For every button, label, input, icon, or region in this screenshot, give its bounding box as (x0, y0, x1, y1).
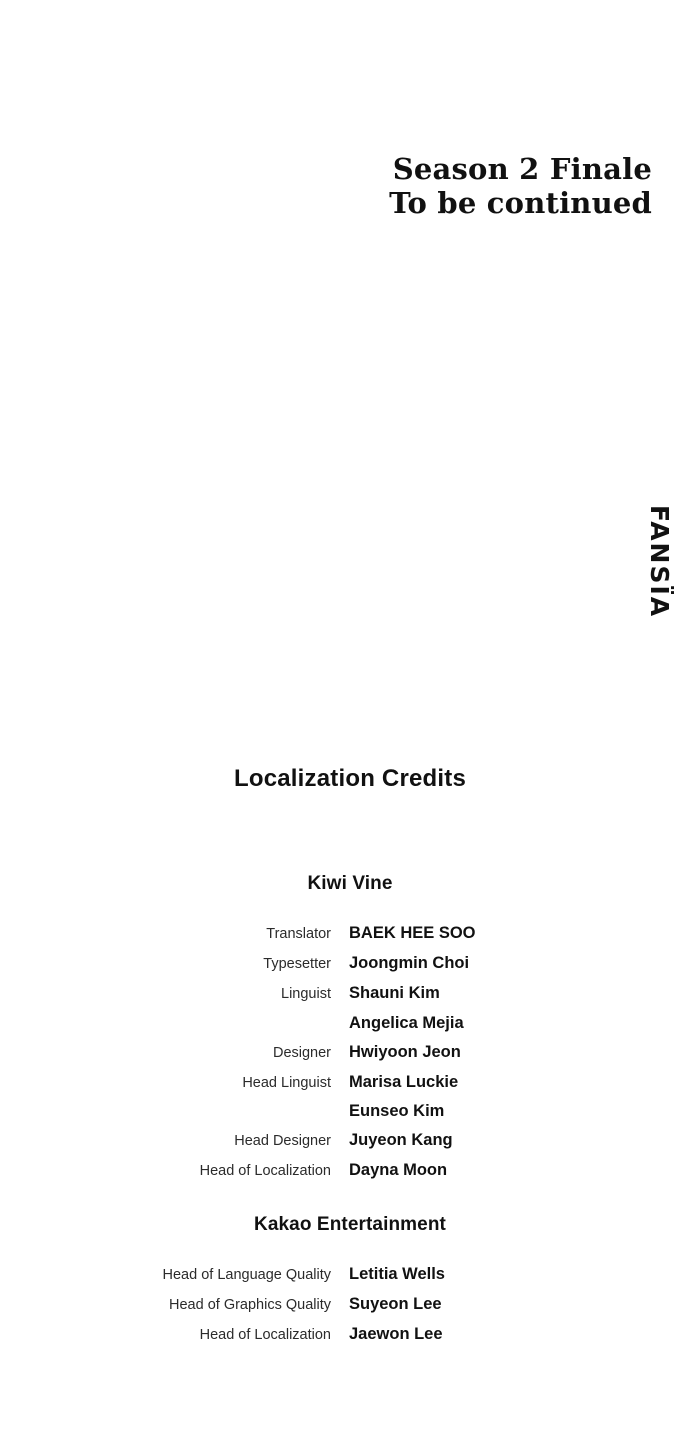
credit-role: Linguist (281, 985, 331, 1002)
table-row (0, 1070, 700, 1096)
table-row (0, 1099, 700, 1124)
credit-name: Suyeon Lee (349, 1294, 442, 1313)
credit-role: Head Linguist (242, 1074, 331, 1091)
credit-role: Head of Graphics Quality (169, 1296, 331, 1313)
finale-line-2: To be continued (389, 186, 652, 221)
credit-role: Designer (272, 1044, 331, 1061)
credit-name: Angelica Mejia (349, 1013, 464, 1032)
credit-name: Jaewon Lee (349, 1324, 443, 1343)
credit-role: Head of Language Quality (162, 1267, 331, 1283)
table-row (0, 951, 700, 977)
finale-line-1: Season 2 Finale (392, 152, 652, 186)
table-row (0, 1158, 700, 1184)
credit-role: Head of Localization (199, 1163, 331, 1180)
table-row (0, 981, 700, 1007)
credit-name: Juyeon Kang (349, 1131, 453, 1150)
credits-section-kiwi-vine (0, 873, 700, 1188)
finale-block (389, 152, 652, 220)
credit-name: Joongmin Choi (349, 953, 470, 972)
section-heading: Kakao Entertainment (254, 1214, 446, 1235)
credit-role: Head of Localization (199, 1326, 331, 1343)
credit-name: Letitia Wells (349, 1265, 445, 1283)
credit-name: Dayna Moon (349, 1161, 448, 1180)
table-row (0, 921, 700, 947)
credits-section-kakao-entertainment (0, 1214, 700, 1352)
table-row (0, 1040, 700, 1066)
table-row (0, 1262, 700, 1288)
credit-role: Translator (266, 926, 331, 942)
table-row (0, 1128, 700, 1154)
credit-name: Hwiyoon Jeon (349, 1042, 461, 1061)
table-row (0, 1322, 700, 1348)
page-title: Localization Credits (233, 765, 467, 792)
credit-name: BAEK HEE SOO (349, 924, 476, 942)
brand-logo-fansia: FANSÏA (645, 505, 674, 619)
table-row (0, 1292, 700, 1318)
credit-name: Shauni Kim (349, 983, 440, 1002)
credit-role: Typesetter (263, 955, 331, 972)
section-heading: Kiwi Vine (307, 873, 393, 894)
credit-rows (0, 1262, 700, 1348)
credit-rows (0, 921, 700, 1184)
credit-role: Head Designer (234, 1133, 331, 1150)
credit-name: Eunseo Kim (349, 1102, 445, 1121)
credit-name: Marisa Luckie (349, 1072, 459, 1091)
table-row (0, 1011, 700, 1036)
